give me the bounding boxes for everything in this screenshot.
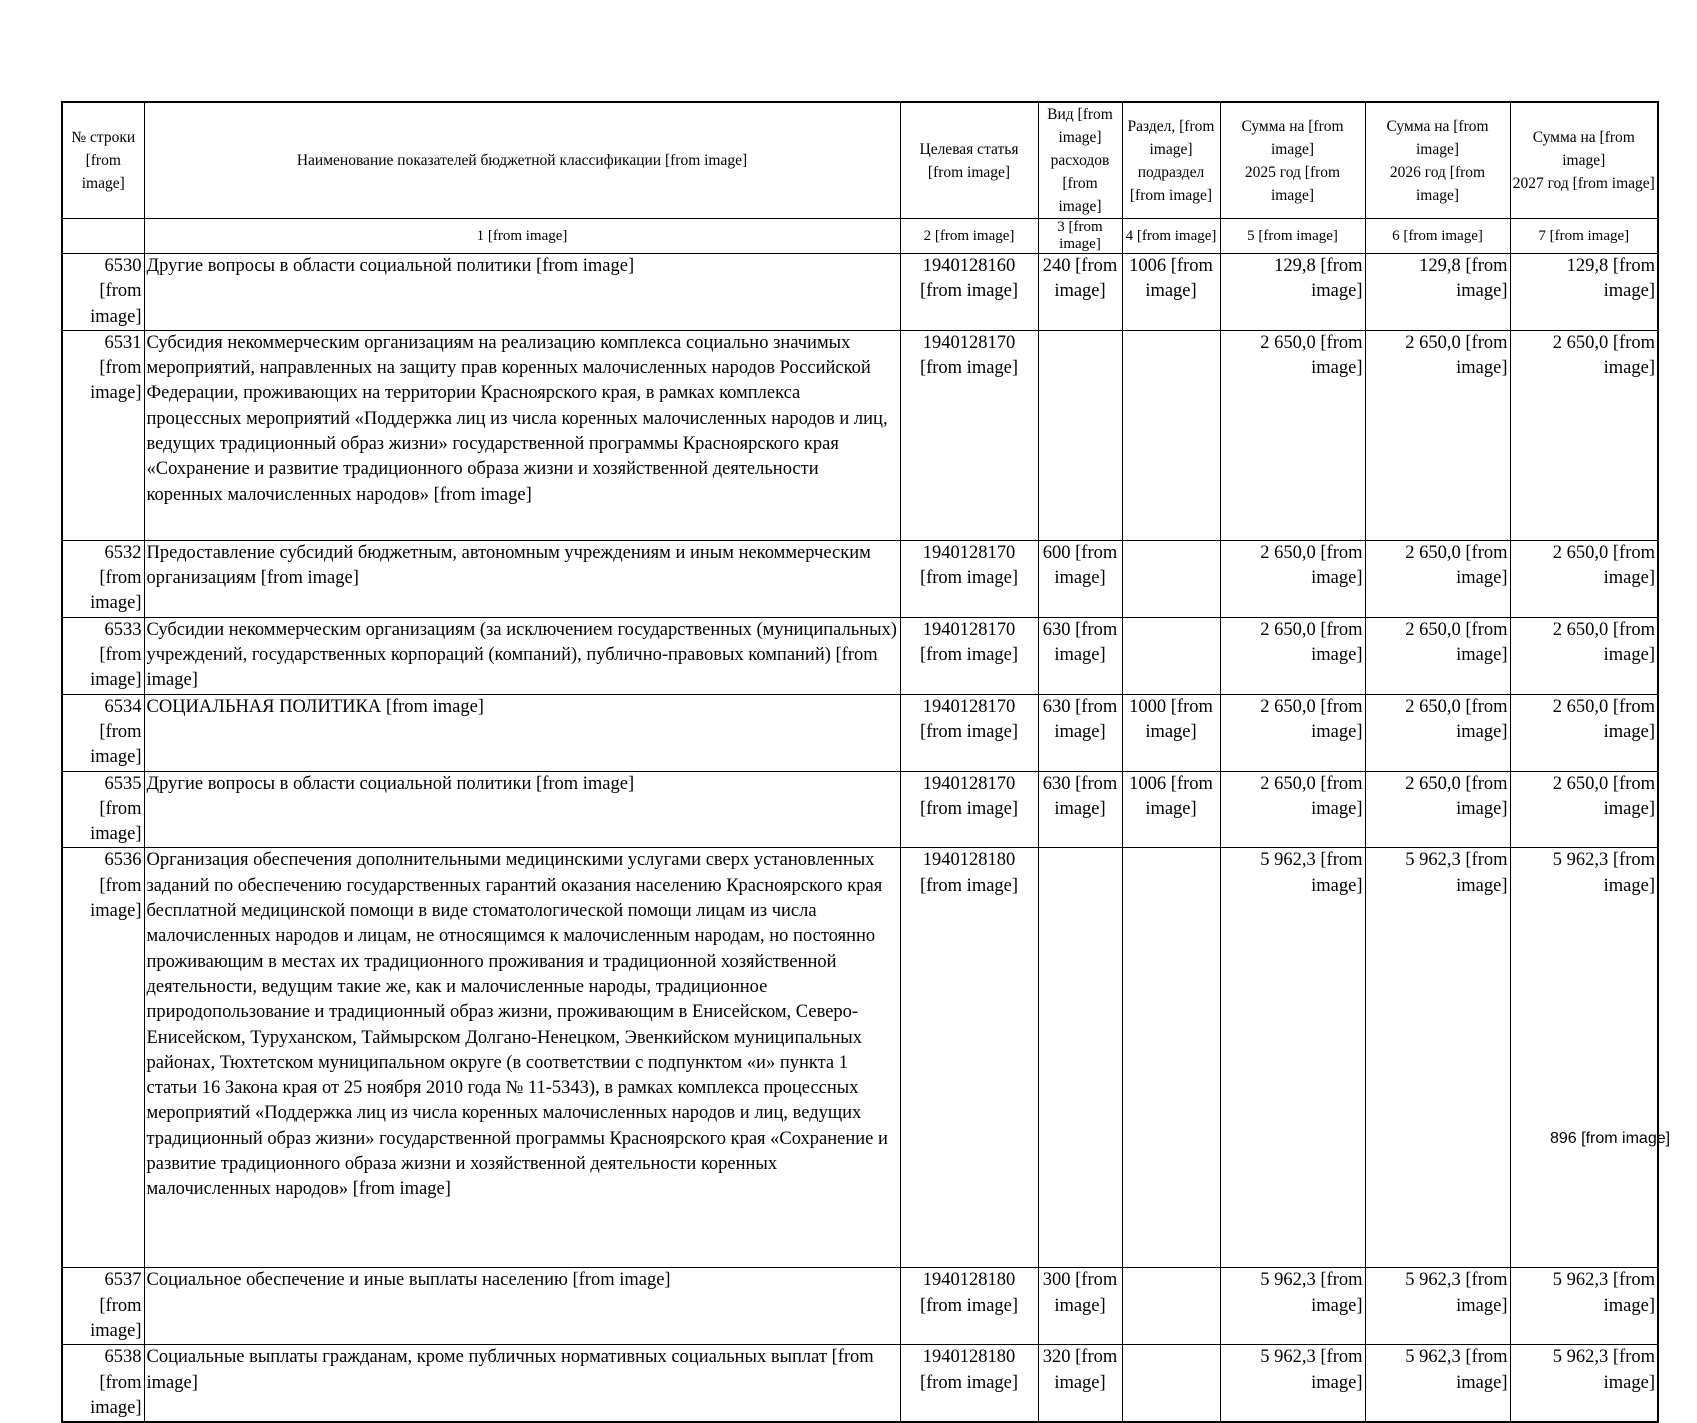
header-name: Наименование показателей бюджетной классификации [from image] xyxy=(144,102,900,219)
row-number: 6530 [from image] xyxy=(62,254,144,331)
row-target: 1940128170 [from image] xyxy=(900,771,1038,848)
table-row xyxy=(62,694,1658,771)
row-name: СОЦИАЛЬНАЯ ПОЛИТИКА [from image] xyxy=(144,694,900,771)
header-sum-2025-l1: Сумма на [from image] xyxy=(1241,117,1344,158)
row-exp-type xyxy=(1038,848,1122,1268)
row-section xyxy=(1122,617,1220,694)
row-sum-2027: 2 650,0 [from image] xyxy=(1510,771,1658,848)
row-number: 6538 [from image] xyxy=(62,1345,144,1422)
row-sum-2027: 2 650,0 [from image] xyxy=(1510,540,1658,617)
row-sum-2025: 2 650,0 [from image] xyxy=(1220,694,1365,771)
row-section: 1006 [from image] xyxy=(1122,771,1220,848)
column-number-cell: 1 [from image] xyxy=(144,219,900,254)
header-exp-type-l1: Вид [from image] xyxy=(1047,106,1113,146)
header-target: Целевая статья [from image] xyxy=(900,102,1038,219)
row-exp-type: 630 [from image] xyxy=(1038,617,1122,694)
row-exp-type: 240 [from image] xyxy=(1038,254,1122,331)
row-name: Организация обеспечения дополнительными медицинскими услугами сверх установленных заданий по обеспечению государственных гарантий оказания населению Красноярского края бесплатной медицинской помощи в виде стоматологической помощи лицам из числа малочисленных народов и лицам, не относящимся к малочисленным народам, но постоянно проживающим в местах их традиционного проживания и традиционной хозяйственной деятельности, ведущим такие же, как и малочисленные народы, традиционное природопользование и традиционный образ жизни, проживающим в Енисейском, Северо-Енисейском, Туруханском, Таймырском Долгано-Ненецком, Эвенкийском муниципальных районах, Тюхтетском муниципальном округе (в соответствии с подпунктом «и» пункта 1 статьи 16 Закона края от 25 ноября 2010 года № 11-5343), в рамках комплекса процессных мероприятий «Поддержка лиц из числа коренных малочисленных народов и лиц, ведущих традиционный образ жизни» государственной программы Красноярского края «Сохранение и развитие традиционного образа жизни и хозяйственной деятельности коренных малочисленных народов» [from image] xyxy=(144,848,900,1268)
header-sum-2027-l1: Сумма на [from image] xyxy=(1532,129,1635,169)
row-sum-2027: 5 962,3 [from image] xyxy=(1510,1268,1658,1345)
row-name: Субсидии некоммерческим организациям (за исключением государственных (муниципальных) учреждений, государственных корпораций (компаний), публично-правовых компаний) [from image] xyxy=(144,617,900,694)
table-row xyxy=(62,1268,1658,1345)
row-target: 1940128170 [from image] xyxy=(900,330,1038,540)
header-sum-2026-l2: 2026 год [from image] xyxy=(1389,163,1486,204)
row-sum-2025: 5 962,3 [from image] xyxy=(1220,1268,1365,1345)
header-section xyxy=(1122,102,1220,219)
row-name: Другие вопросы в области социальной политики [from image] xyxy=(144,771,900,848)
column-number-cell: 7 [from image] xyxy=(1510,219,1658,254)
row-name: Другие вопросы в области социальной политики [from image] xyxy=(144,254,900,331)
row-sum-2025: 2 650,0 [from image] xyxy=(1220,330,1365,540)
row-section xyxy=(1122,848,1220,1268)
table-row xyxy=(62,254,1658,331)
header-row xyxy=(62,102,1658,219)
row-number: 6532 [from image] xyxy=(62,540,144,617)
column-numbers-row xyxy=(62,219,1658,254)
column-number-cell-empty xyxy=(62,219,144,254)
row-number: 6535 [from image] xyxy=(62,771,144,848)
row-target: 1940128180 [from image] xyxy=(900,848,1038,1268)
header-section-l2: подраздел [from image] xyxy=(1129,163,1213,204)
row-target: 1940128180 [from image] xyxy=(900,1345,1038,1422)
row-number: 6534 [from image] xyxy=(62,694,144,771)
row-section xyxy=(1122,330,1220,540)
table-row xyxy=(62,1345,1658,1422)
header-sum-2026-l1: Сумма на [from image] xyxy=(1386,117,1489,158)
row-sum-2027: 2 650,0 [from image] xyxy=(1510,617,1658,694)
row-sum-2025: 129,8 [from image] xyxy=(1220,254,1365,331)
row-sum-2025: 2 650,0 [from image] xyxy=(1220,617,1365,694)
row-sum-2027: 5 962,3 [from image] xyxy=(1510,848,1658,1268)
header-sum-2025 xyxy=(1220,102,1365,219)
budget-table xyxy=(61,101,1659,1423)
row-section xyxy=(1122,1268,1220,1345)
row-target: 1940128170 [from image] xyxy=(900,694,1038,771)
table-row xyxy=(62,540,1658,617)
row-sum-2025: 5 962,3 [from image] xyxy=(1220,848,1365,1268)
row-sum-2026: 5 962,3 [from image] xyxy=(1365,1268,1510,1345)
header-exp-type-l2: расходов [from image] xyxy=(1050,152,1110,215)
row-sum-2026: 5 962,3 [from image] xyxy=(1365,848,1510,1268)
row-sum-2027: 2 650,0 [from image] xyxy=(1510,694,1658,771)
header-row-no: № строки [from image] xyxy=(62,102,144,219)
row-exp-type: 300 [from image] xyxy=(1038,1268,1122,1345)
row-sum-2026: 2 650,0 [from image] xyxy=(1365,540,1510,617)
row-exp-type: 630 [from image] xyxy=(1038,694,1122,771)
header-sum-2027-l2: 2027 год [from image] xyxy=(1512,175,1655,192)
row-sum-2025: 2 650,0 [from image] xyxy=(1220,771,1365,848)
table-row xyxy=(62,330,1658,540)
row-sum-2027: 5 962,3 [from image] xyxy=(1510,1345,1658,1422)
table-row xyxy=(62,771,1658,848)
row-section xyxy=(1122,540,1220,617)
row-section: 1006 [from image] xyxy=(1122,254,1220,331)
row-sum-2026: 2 650,0 [from image] xyxy=(1365,330,1510,540)
row-sum-2025: 2 650,0 [from image] xyxy=(1220,540,1365,617)
row-exp-type: 600 [from image] xyxy=(1038,540,1122,617)
row-exp-type xyxy=(1038,330,1122,540)
row-name: Предоставление субсидий бюджетным, автономным учреждениям и иным некоммерческим организациям [from image] xyxy=(144,540,900,617)
row-target: 1940128180 [from image] xyxy=(900,1268,1038,1345)
header-sum-2025-l2: 2025 год [from image] xyxy=(1244,163,1341,204)
row-sum-2026: 2 650,0 [from image] xyxy=(1365,617,1510,694)
row-sum-2026: 2 650,0 [from image] xyxy=(1365,771,1510,848)
column-number-cell: 2 [from image] xyxy=(900,219,1038,254)
row-target: 1940128160 [from image] xyxy=(900,254,1038,331)
row-section xyxy=(1122,1345,1220,1422)
row-target: 1940128170 [from image] xyxy=(900,540,1038,617)
row-sum-2026: 2 650,0 [from image] xyxy=(1365,694,1510,771)
row-name: Социальное обеспечение и иные выплаты населению [from image] xyxy=(144,1268,900,1345)
header-sum-2026 xyxy=(1365,102,1510,219)
header-section-l1: Раздел, [from image] xyxy=(1127,117,1215,158)
header-sum-2027 xyxy=(1510,102,1658,219)
row-name: Субсидия некоммерческим организациям на реализацию комплекса социально значимых мероприятий, направленных на защиту прав коренных малочисленных народов Российской Федерации, проживающих на территории Красноярского края, в рамках комплекса процессных мероприятий «Поддержка лиц из числа коренных малочисленных народов и лиц, ведущих традиционный образ жизни» государственной программы Красноярского края «Сохранение и развитие традиционного образа жизни и хозяйственной деятельности коренных малочисленных народов» [from image] xyxy=(144,330,900,540)
row-sum-2025: 5 962,3 [from image] xyxy=(1220,1345,1365,1422)
row-section: 1000 [from image] xyxy=(1122,694,1220,771)
row-name: Социальные выплаты гражданам, кроме публичных нормативных социальных выплат [from image] xyxy=(144,1345,900,1422)
row-number: 6533 [from image] xyxy=(62,617,144,694)
page-number: 896 [from image] xyxy=(1550,1130,1671,1147)
table-row xyxy=(62,617,1658,694)
row-sum-2027: 129,8 [from image] xyxy=(1510,254,1658,331)
header-exp-type xyxy=(1038,102,1122,219)
row-target: 1940128170 [from image] xyxy=(900,617,1038,694)
row-exp-type: 630 [from image] xyxy=(1038,771,1122,848)
column-number-cell: 5 [from image] xyxy=(1220,219,1365,254)
column-number-cell: 6 [from image] xyxy=(1365,219,1510,254)
row-number: 6537 [from image] xyxy=(62,1268,144,1345)
table-row xyxy=(62,848,1658,1268)
row-number: 6536 [from image] xyxy=(62,848,144,1268)
column-number-cell: 3 [from image] xyxy=(1038,219,1122,254)
column-number-cell: 4 [from image] xyxy=(1122,219,1220,254)
row-sum-2026: 129,8 [from image] xyxy=(1365,254,1510,331)
row-number: 6531 [from image] xyxy=(62,330,144,540)
row-sum-2026: 5 962,3 [from image] xyxy=(1365,1345,1510,1422)
row-sum-2027: 2 650,0 [from image] xyxy=(1510,330,1658,540)
row-exp-type: 320 [from image] xyxy=(1038,1345,1122,1422)
